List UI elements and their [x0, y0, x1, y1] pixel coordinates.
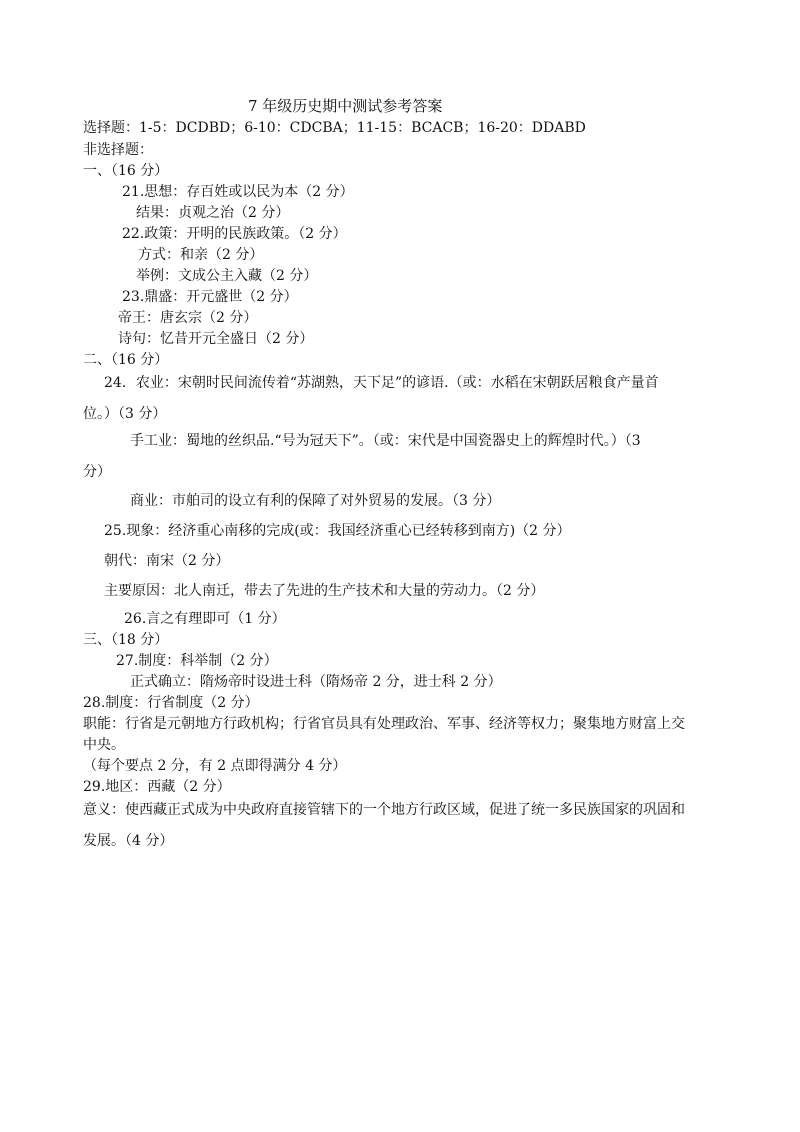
q27-establishment: 正式确立：隋炀帝时设进士科（隋炀帝 2 分，进士科 2 分） — [130, 674, 502, 690]
q25-dynasty: 朝代：南宋（2 分） — [104, 553, 230, 569]
q24-commerce: 商业：市舶司的设立有利的保障了对外贸易的发展。（3 分） — [130, 493, 501, 509]
q28-scoring-note: （每个要点 2 分，有 2 点即得满分 4 分） — [83, 758, 347, 774]
q27-system: 27.制度：科举制（2 分） — [116, 653, 278, 669]
q24-agriculture-line-1: 24．农业：宋朝时民间流传着“苏湖熟，天下足”的谚语.（或：水稻在宋朝跃居粮食产量首 — [104, 375, 659, 391]
choice-answers: 选择题：1-5：DCDBD；6-10：CDCBA；11-15：BCACB；16-20：DDABD — [83, 120, 586, 136]
q23-poem: 诗句：忆昔开元全盛日（2 分） — [118, 331, 314, 347]
q26-answer: 26.言之有理即可（1 分） — [124, 611, 286, 627]
q28-function-line-2: 中央。 — [83, 737, 125, 753]
q24-handicraft-line-1: 手工业：蜀地的丝织品.“号为冠天下”。（或：宋代是中国瓷器史上的辉煌时代。）（3 — [130, 433, 641, 449]
q23-emperor: 帝王：唐玄宗（2 分） — [118, 310, 258, 326]
q23-peak: 23.鼎盛：开元盛世（2 分） — [122, 289, 298, 305]
q29-region: 29.地区：西藏（2 分） — [83, 779, 231, 795]
q24-agriculture-line-2: 位。）（3 分） — [83, 406, 167, 422]
q28-system: 28.制度：行省制度（2 分） — [83, 695, 259, 711]
q22-policy: 22.政策：开明的民族政策。（2 分） — [122, 226, 347, 242]
q29-significance-line-2: 发展。（4 分） — [83, 833, 174, 849]
q21-thought: 21.思想：存百姓或以民为本（2 分） — [122, 184, 354, 200]
section-1-heading: 一、（16 分） — [83, 163, 169, 179]
q21-result: 结果：贞观之治（2 分） — [136, 205, 290, 221]
section-2-heading: 二、（16 分） — [83, 352, 169, 368]
q25-phenomenon: 25.现象：经济重心南移的完成(或：我国经济重心已经转移到南方)（2 分） — [104, 523, 571, 539]
q29-significance-line-1: 意义：使西藏正式成为中央政府直接管辖下的一个地方行政区域，促进了统一多民族国家的巩固和 — [83, 802, 685, 818]
page-title: 7 年级历史期中测试参考答案 — [248, 97, 443, 115]
non-choice-heading: 非选择题： — [83, 142, 153, 158]
q28-function-line-1: 职能：行省是元朝地方行政机构；行省官员具有处理政治、军事、经济等权力；聚集地方财富上交 — [83, 716, 685, 732]
q25-reason: 主要原因：北人南迁，带去了先进的生产技术和大量的劳动力。（2 分） — [104, 583, 545, 599]
section-3-heading: 三、（18 分） — [83, 632, 169, 648]
q24-handicraft-line-2: 分） — [83, 464, 111, 480]
q22-example: 举例：文成公主入藏（2 分） — [136, 268, 318, 284]
q22-way: 方式：和亲（2 分） — [138, 247, 264, 263]
